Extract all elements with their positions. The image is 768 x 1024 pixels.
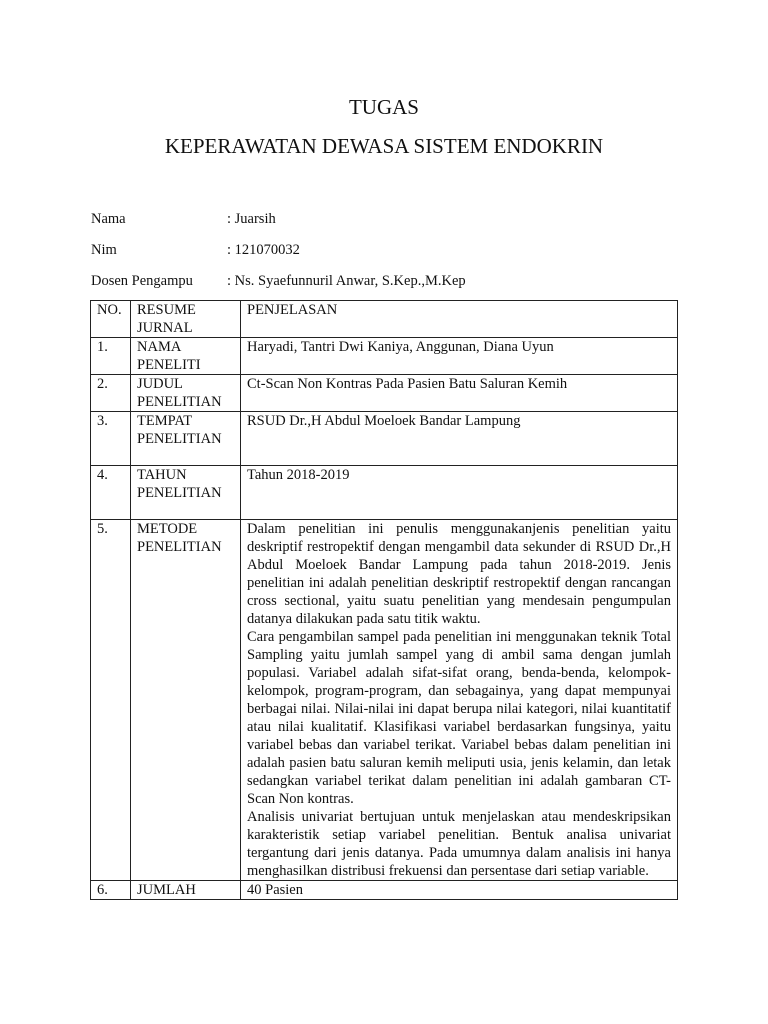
row-resume: TEMPAT PENELITIAN — [131, 412, 241, 466]
table-row — [91, 338, 678, 375]
header-penjelasan: PENJELASAN — [241, 301, 678, 338]
nama-value: : Juarsih — [227, 211, 276, 227]
dosen-label: Dosen Pengampu — [91, 273, 193, 289]
header-resume: RESUME JURNAL — [131, 301, 241, 338]
row-penjelasan: 40 Pasien — [241, 881, 678, 900]
table-row — [91, 375, 678, 412]
row-no: 4. — [91, 466, 131, 520]
metode-paragraph-2: Cara pengambilan sampel pada penelitian ini menggunakan teknik Total Sampling yaitu jumlah sampel yang di ambil sama dengan jumlah populasi. Variabel adalah sifat-sifat orang, benda-benda, kelompok-kelompok, program-program, dan sebagainya, yang dapat mempunyai berbagai nilai. Nilai-nilai ini dapat berupa nilai kategori, nilai kuantitatif atau nilai kualitatif. Klasifikasi variabel berdasarkan fungsinya, yaitu variabel bebas dan variabel terikat. Variabel bebas dalam penelitian ini adalah pasien batu saluran kemih meliputi usia, jenis kelamin, dan letak sedangkan variabel terikat dalam penelitian ini adalah gambaran CT-Scan Non kontras. — [247, 629, 671, 807]
table-header-row — [91, 301, 678, 338]
row-penjelasan: Tahun 2018-2019 — [241, 466, 678, 520]
nama-label: Nama — [91, 211, 126, 227]
document-subtitle: KEPERAWATAN DEWASA SISTEM ENDOKRIN — [164, 134, 604, 158]
table-row — [91, 412, 678, 466]
row-resume: METODE PENELITIAN — [131, 520, 241, 881]
table-row — [91, 881, 678, 900]
table-row — [91, 466, 678, 520]
dosen-value: : Ns. Syaefunnuril Anwar, S.Kep.,M.Kep — [227, 273, 466, 289]
row-resume: NAMA PENELITI — [131, 338, 241, 375]
row-no: 2. — [91, 375, 131, 412]
row-resume: JUDUL PENELITIAN — [131, 375, 241, 412]
row-penjelasan: Haryadi, Tantri Dwi Kaniya, Anggunan, Diana Uyun — [241, 338, 678, 375]
row-no: 6. — [91, 881, 131, 900]
resume-table — [90, 300, 678, 900]
row-penjelasan: Ct-Scan Non Kontras Pada Pasien Batu Saluran Kemih — [241, 375, 678, 412]
row-penjelasan: RSUD Dr.,H Abdul Moeloek Bandar Lampung — [241, 412, 678, 466]
row-no: 5. — [91, 520, 131, 881]
nim-value: : 121070032 — [227, 242, 300, 258]
row-penjelasan — [241, 520, 678, 881]
metode-paragraph-3: Analisis univariat bertujuan untuk menjelaskan atau mendeskripsikan karakteristik setiap variabel penelitian. Bentuk analisa univariat tergantung dari jenis datanya. Pada umumnya dalam analisis ini hanya menghasilkan distribusi frekuensi dan persentase dari setiap variable. — [247, 809, 671, 879]
header-no: NO. — [91, 301, 131, 338]
table-row — [91, 520, 678, 881]
row-no: 1. — [91, 338, 131, 375]
metode-paragraph-1: Dalam penelitian ini penulis menggunakanjenis penelitian yaitu deskriptif restropektif dengan mengambil data sekunder di RSUD Dr.,H Abdul Moeloek Bandar Lampung pada tahun 2018-2019. Jenis penelitian ini adalah penelitian deskriptif restropektif dengan rancangan cross sectional, yaitu suatu penelitian yang mendesain pengumpulan datanya dilakukan pada satu titik waktu. — [247, 521, 671, 627]
row-resume: TAHUN PENELITIAN — [131, 466, 241, 520]
nim-label: Nim — [91, 242, 117, 258]
document-title: TUGAS — [348, 95, 419, 119]
row-resume: JUMLAH — [131, 881, 241, 900]
row-no: 3. — [91, 412, 131, 466]
